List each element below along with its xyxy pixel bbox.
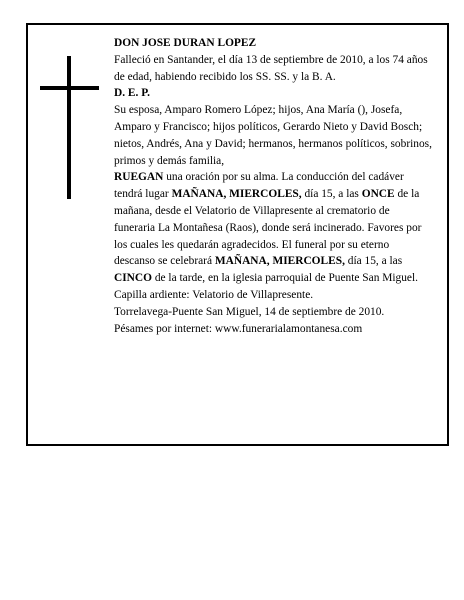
ceremony-paragraph	[114, 169, 432, 303]
ceremony-text-2: día 15, a las	[301, 188, 362, 201]
deceased-name: DON JOSE DURAN LOPEZ	[114, 37, 257, 49]
conduction-time: ONCE	[361, 188, 395, 201]
dep-line: D. E. P.	[114, 87, 150, 100]
condolences-line: Pésames por internet: www.funerarialamontanesa.com	[114, 322, 363, 335]
obituary-notice	[26, 23, 449, 446]
ceremony-text-5: de la tarde, en la iglesia parroquial de Puente San Miguel. Capilla ardiente: Velatorio de Villapresente.	[114, 272, 418, 301]
conduction-date: MAÑANA, MIERCOLES,	[171, 188, 302, 201]
family-list: Su esposa, Amparo Romero López; hijos, Ana María (), Josefa, Amparo y Francisco; hijos políticos, Gerardo Nieto y David Bosch; nietos, Andrés, Ana y David; hermanos, hermanos políticos, sobrinos, primos y demás familia,	[114, 104, 432, 167]
ceremony-text-3: de la mañana, desde el Velatorio de Villapresente al crematorio de funeraria La Montañesa (Raos), donde será incinerado. Favores por los cuales les quedarán agradecidos. El funeral por su eterno descanso se celebrará	[114, 188, 422, 268]
ceremony-text-4: día 15, a las	[344, 255, 403, 268]
death-notice: Falleció en Santander, el día 13 de septiembre de 2010, a los 74 años de edad, habiendo recibido los SS. SS. y la B. A.	[114, 53, 428, 83]
funeral-date: MAÑANA, MIERCOLES,	[214, 255, 345, 268]
cross-vertical-bar	[67, 56, 71, 199]
obituary-text	[114, 35, 432, 337]
ceremony-text-1: una oración por su alma. La conducción del cadáver tendrá lugar	[114, 171, 404, 201]
place-date: Torrelavega-Puente San Miguel, 14 de septiembre de 2010.	[114, 305, 385, 318]
funeral-time: CINCO	[114, 272, 152, 285]
cross-horizontal-bar	[40, 86, 99, 90]
ruegan-word: RUEGAN	[114, 171, 164, 184]
